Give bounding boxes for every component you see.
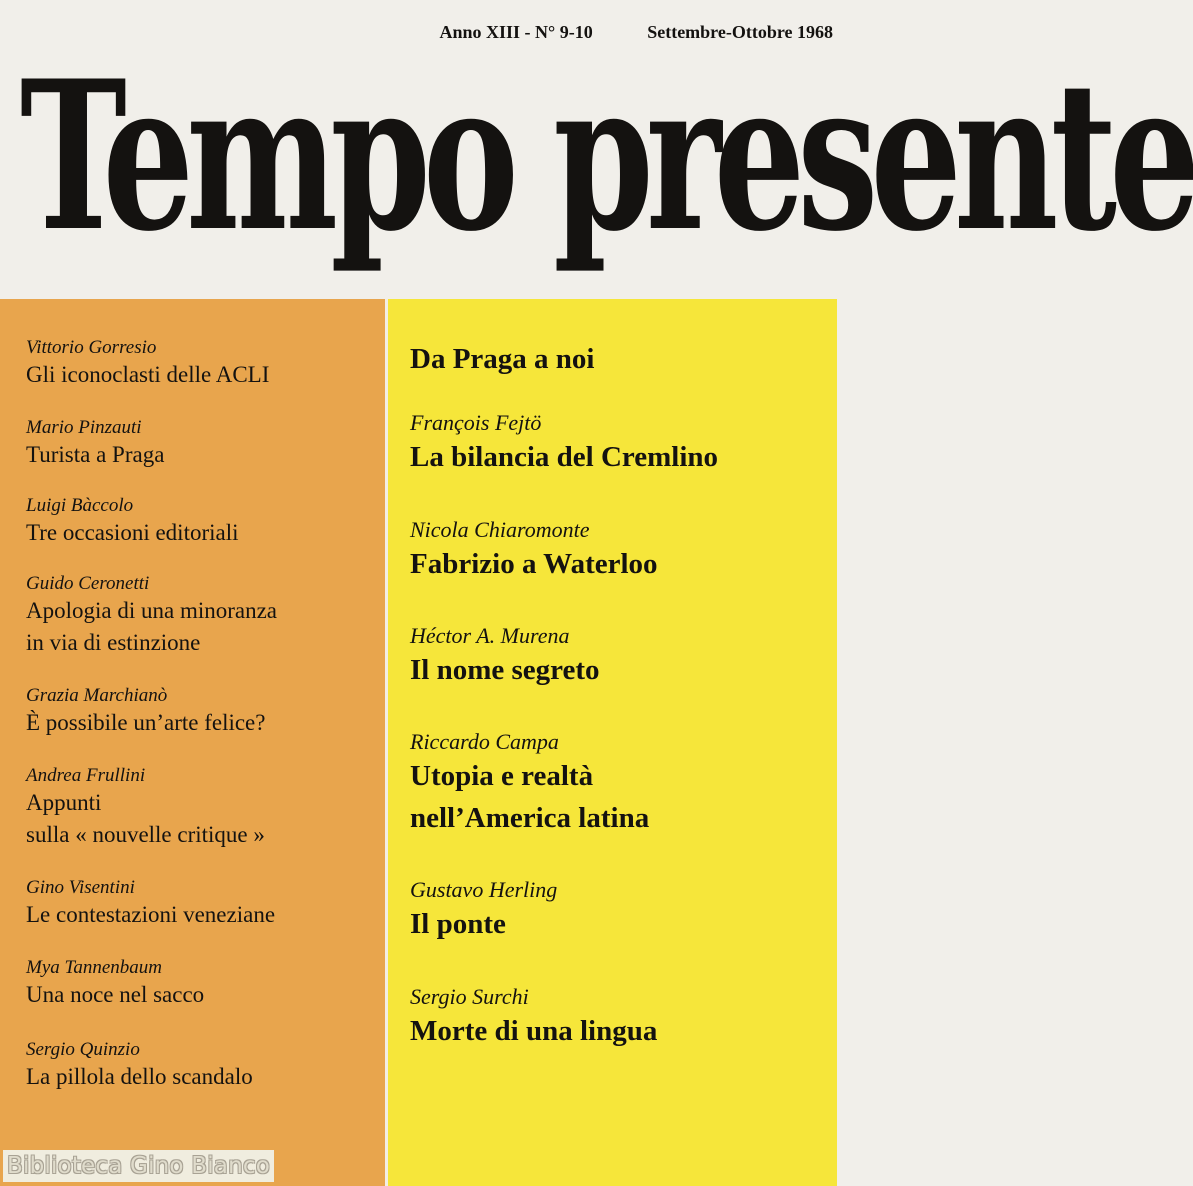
masthead-title: Tempo presente (20, 37, 1193, 277)
article-title: Una noce nel sacco (26, 982, 205, 1007)
article-title: Appunti (26, 790, 102, 815)
article-author: Luigi Bàccolo (26, 495, 134, 516)
contents-entry (410, 517, 829, 585)
issue-date: Settembre-Ottobre 1968 (647, 22, 833, 42)
article-title: Tre occasioni editoriali (26, 520, 239, 545)
article-title: Turista a Praga (26, 442, 165, 467)
article-title: Morte di una lingua (410, 1015, 658, 1047)
contents-entry (410, 984, 829, 1052)
contents-entry (26, 957, 377, 1011)
contents-entry (26, 417, 377, 471)
article-title-line-2: sulla « nouvelle critique » (26, 822, 265, 847)
article-title-line-2: in via di estinzione (26, 630, 201, 655)
contents-entry (410, 338, 829, 380)
contents-entry (410, 877, 829, 945)
article-author: Vittorio Gorresio (26, 337, 157, 358)
article-title: Fabrizio a Waterloo (410, 548, 658, 580)
article-title: La bilancia del Cremlino (410, 441, 719, 473)
contents-entry (410, 729, 829, 839)
article-author: Sergio Quinzio (26, 1039, 140, 1060)
right-contents-panel (385, 299, 837, 1186)
article-title: Il nome segreto (410, 654, 600, 686)
contents-entry (26, 877, 377, 931)
article-title: Da Praga a noi (410, 343, 595, 375)
article-author: Mario Pinzauti (26, 417, 142, 438)
article-title: Il ponte (410, 908, 506, 940)
contents-entry (26, 337, 377, 391)
article-title: Apologia di una minoranza (26, 598, 278, 623)
article-author: Héctor A. Murena (410, 623, 570, 648)
contents-entry (410, 410, 829, 478)
library-watermark: Biblioteca Gino Bianco (3, 1150, 274, 1182)
article-author: François Fejtö (410, 410, 542, 435)
article-author: Gino Visentini (26, 877, 135, 898)
article-title-line-2: nell’America latina (410, 802, 650, 834)
article-title: Gli iconoclasti delle ACLI (26, 362, 270, 387)
article-title: Utopia e realtà (410, 760, 594, 792)
contents-entry (26, 1039, 377, 1093)
contents-entry (26, 685, 377, 739)
article-author: Sergio Surchi (410, 984, 529, 1009)
article-author: Riccardo Campa (410, 729, 559, 754)
article-author: Nicola Chiaromonte (410, 517, 590, 542)
left-contents-panel (0, 299, 385, 1186)
article-author: Grazia Marchianò (26, 685, 168, 706)
article-author: Gustavo Herling (410, 877, 558, 902)
contents-entry (410, 623, 829, 691)
article-title: È possibile un’arte felice? (26, 710, 266, 735)
article-title: La pillola dello scandalo (26, 1064, 253, 1089)
contents-entry (26, 495, 377, 549)
contents-entry (26, 573, 377, 659)
contents-entry (26, 765, 377, 851)
issue-number: Anno XIII - N° 9-10 (439, 22, 593, 42)
article-author: Mya Tannenbaum (26, 957, 162, 978)
article-title: Le contestazioni veneziane (26, 902, 276, 927)
article-author: Andrea Frullini (26, 765, 146, 786)
article-author: Guido Ceronetti (26, 573, 150, 594)
